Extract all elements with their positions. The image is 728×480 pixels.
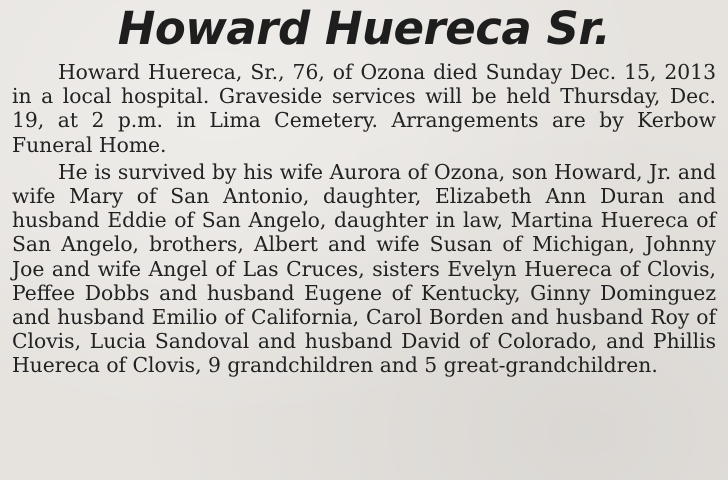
obituary-body xyxy=(12,60,716,378)
obituary-paragraph-services: Howard Huereca, Sr., 76, of Ozona died Sunday Dec. 15, 2013 in a local hospital. Graveside services will be held Thursday, Dec. 19, at 2 p.m. in Lima Cemetery. Arrangements are by Kerbow Funeral Home. xyxy=(12,60,716,157)
obituary-headline: Howard Huereca Sr. xyxy=(117,2,611,55)
obituary-paragraph-survivors: He is survived by his wife Aurora of Ozona, son Howard, Jr. and wife Mary of San Antonio, daughter, Elizabeth Ann Duran and husband Eddie of San Angelo, daughter in law, Martina Huereca of San Angelo, brothers, Albert and wife Susan of Michigan, Johnny Joe and wife Angel of Las Cruces, sisters Evelyn Huereca of Clovis, Peffee Dobbs and husband Eugene of Kentucky, Ginny Dominguez and husband Emilio of California, Carol Borden and husband Roy of Clovis, Lucia Sandoval and husband David of Colorado, and Phillis Huereca of Clovis, 9 grandchildren and 5 great-grandchildren. xyxy=(12,159,716,378)
